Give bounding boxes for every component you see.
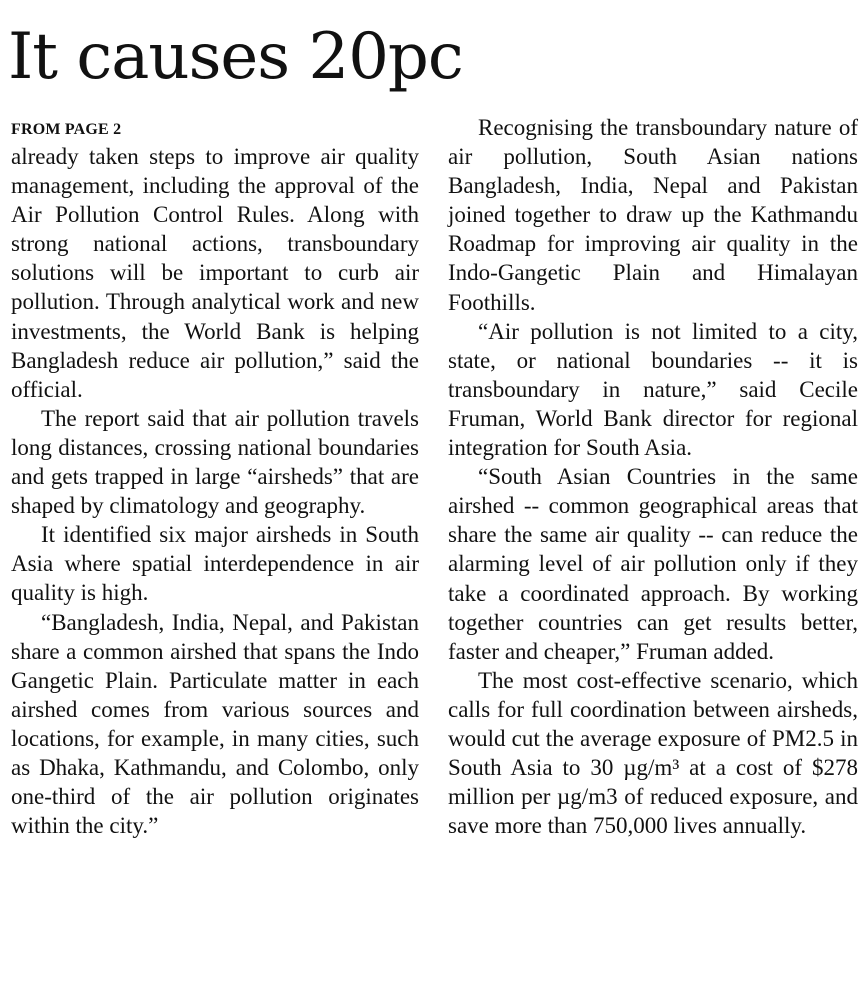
paragraph: It identified six major airsheds in South Asia where spatial interdependence in air quality is high. <box>11 522 419 606</box>
paragraph: Recognising the transboundary nature of air pollution, South Asian nations Bangladesh, India, Nepal and Pakistan joined together to draw up the Kathmandu Roadmap for improving air quality in the Indo-Gangetic Plain and Himalayan Foothills. <box>448 115 858 315</box>
paragraph: The most cost-effective scenario, which calls for full coordination between airsheds, would cut the average exposure of PM2.5 in South Asia to 30 µg/m³ at a cost of $278 million per µg/m3 of reduced exposure, and save more than 750,000 lives annually. <box>448 667 858 839</box>
headline: It causes 20pc <box>8 20 463 94</box>
paragraph: already taken steps to improve air quality management, including the approval of the Air Pollution Control Rules. Along with strong national actions, transboundary solutions will be important to curb air pollution. Through analytical work and new investments, the World Bank is helping Bangladesh reduce air pollution,” said the official. <box>11 144 419 402</box>
from-page-kicker: FROM PAGE 2 <box>11 121 122 138</box>
right-column <box>448 113 858 840</box>
left-column <box>11 118 419 840</box>
paragraph: “South Asian Countries in the same airshed -- common geographical areas that share the same air quality -- can reduce the alarming level of air pollution only if they take a coordinated approach. By working together countries can get results better, faster and cheaper,” Fruman added. <box>448 464 858 664</box>
paragraph: “Bangladesh, India, Nepal, and Pakistan share a common airshed that spans the Indo Gangetic Plain. Particulate matter in each airshed comes from various sources and locations, for example, in many cities, such as Dhaka, Kathmandu, and Colombo, only one-third of the air pollution originates within the city.” <box>11 609 419 839</box>
paragraph: “Air pollution is not limited to a city, state, or national boundaries -- it is transboundary in nature,” said Cecile Fruman, World Bank director for regional integration for South Asia. <box>448 318 858 461</box>
paragraph: The report said that air pollution travels long distances, crossing national boundaries and gets trapped in large “airsheds” that are shaped by climatology and geography. <box>11 405 419 519</box>
